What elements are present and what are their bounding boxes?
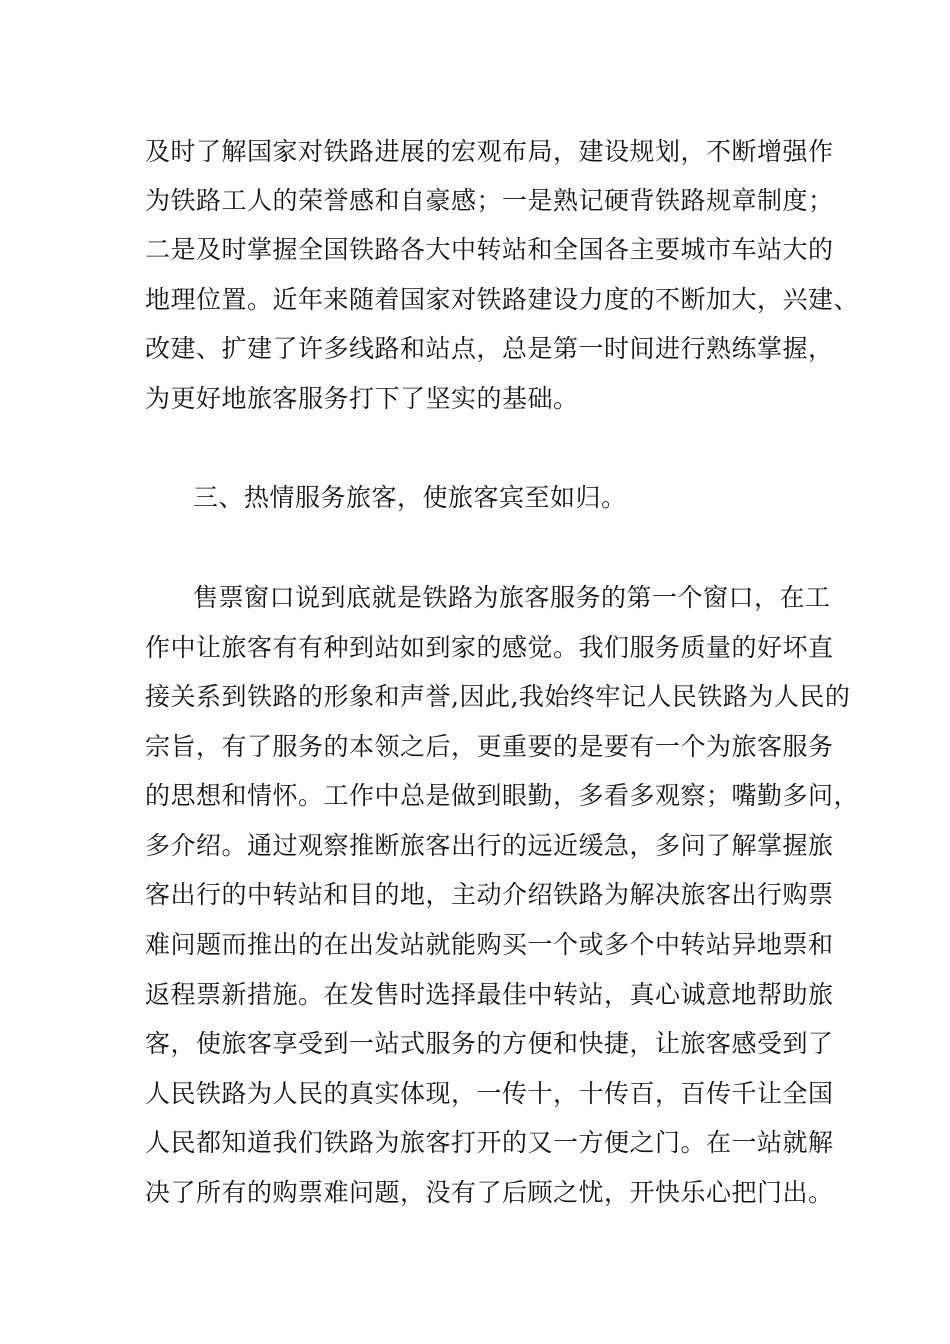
paragraph-2-line-2: 作中让旅客有有种到站如到家的感觉。我们服务质量的好坏直 (145, 633, 834, 662)
paragraph-2-line-6: 多介绍。通过观察推断旅客出行的远近缓急，多问了解掌握旅 (145, 831, 834, 860)
section-heading: 三、热情服务旅客，使旅客宾至如归。 (193, 483, 627, 512)
paragraph-2-line-1: 售票窗口说到底就是铁路为旅客服务的第一个窗口，在工 (193, 583, 831, 612)
paragraph-1-line-6: 为更好地旅客服务打下了坚实的基础。 (145, 384, 579, 413)
paragraph-2-line-11: 人民铁路为人民的真实体现，一传十，十传百，百传千让全国 (145, 1079, 834, 1108)
paragraph-2-line-7: 客出行的中转站和目的地，主动介绍铁路为解决旅客出行购票 (145, 880, 834, 909)
paragraph-1-line-2: 为铁路工人的荣誉感和自豪感；一是熟记硬背铁路规章制度； (145, 186, 834, 215)
paragraph-2-line-4: 宗旨，有了服务的本领之后，更重要的是要有一个为旅客服务 (145, 732, 834, 761)
paragraph-2-line-5: 的思想和情怀。工作中总是做到眼勤，多看多观察；嘴勤多问， (145, 781, 860, 810)
paragraph-2-line-13: 决了所有的购票难问题，没有了后顾之忧，开快乐心把门出。 (145, 1178, 834, 1207)
paragraph-2-line-10: 客，使旅客享受到一站式服务的方便和快捷，让旅客感受到了 (145, 1029, 834, 1058)
paragraph-2-line-8: 难问题而推出的在出发站就能购买一个或多个中转站异地票和 (145, 930, 834, 959)
paragraph-1-line-3: 二是及时掌握全国铁路各大中转站和全国各主要城市车站大的 (145, 235, 834, 264)
paragraph-1-line-1: 及时了解国家对铁路进展的宏观布局，建设规划，不断增强作 (145, 137, 834, 166)
paragraph-1-line-5: 改建、扩建了许多线路和站点，总是第一时间进行熟练掌握， (145, 334, 834, 363)
paragraph-1-line-4: 地理位置。近年来随着国家对铁路建设力度的不断加大，兴建、 (145, 285, 860, 314)
paragraph-2-line-9: 返程票新措施。在发售时选择最佳中转站，真心诚意地帮助旅 (145, 980, 834, 1009)
paragraph-2-line-12: 人民都知道我们铁路为旅客打开的又一方便之门。在一站就解 (145, 1128, 834, 1157)
paragraph-2-line-3: 接关系到铁路的形象和声誉,因此,我始终牢记人民铁路为人民的 (145, 682, 851, 711)
